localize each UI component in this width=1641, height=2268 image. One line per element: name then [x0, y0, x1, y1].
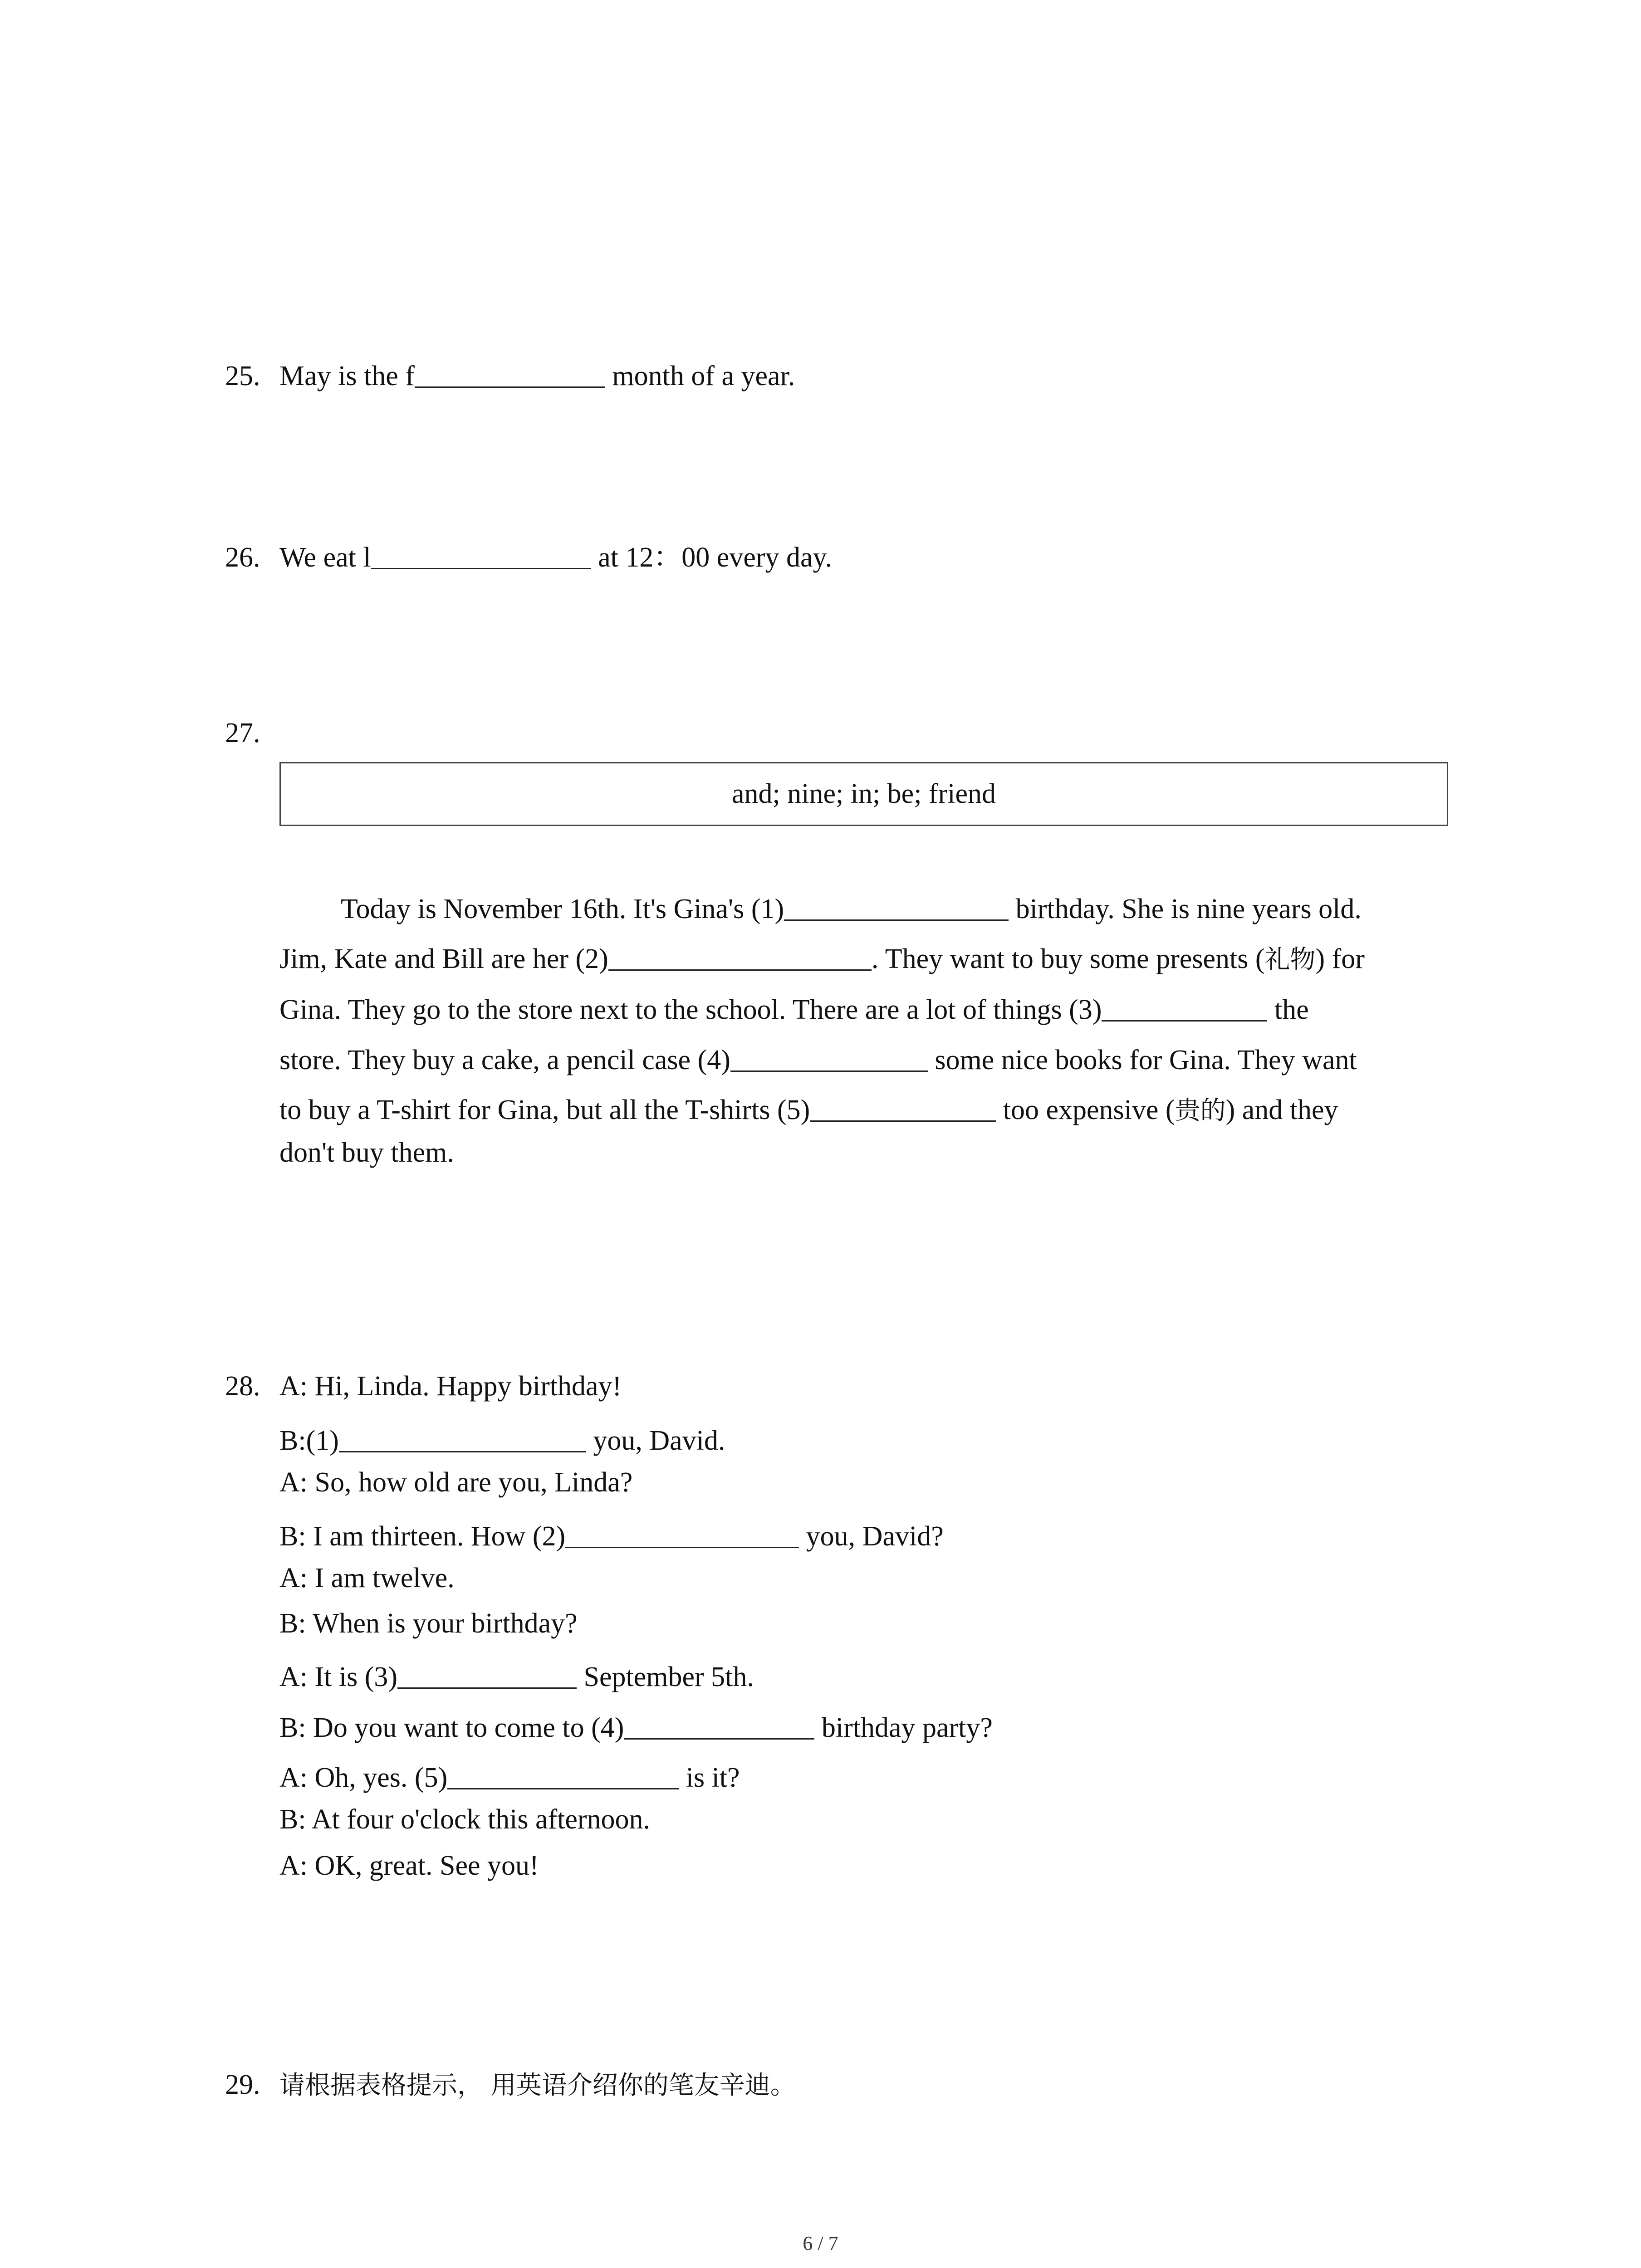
question-27-number [225, 719, 260, 747]
answer-blank[interactable] [1102, 992, 1267, 1022]
question-number: 27. [225, 718, 260, 748]
question-text: 请根据表格提示， 用英语介绍你的笔友辛迪。 [279, 2071, 796, 2100]
answer-blank[interactable] [608, 941, 872, 971]
answer-blank[interactable] [447, 1760, 679, 1789]
question-number: 28. [225, 1371, 260, 1402]
answer-blank[interactable] [371, 540, 591, 569]
answer-blank[interactable] [784, 891, 1009, 921]
dialogue-line: A: OK, great. See you! [279, 1850, 539, 1881]
dialogue-line: A: Hi, Linda. Happy birthday! [279, 1371, 622, 1402]
dialogue-line: A: Oh, yes. (5) is it? [279, 1760, 740, 1792]
dialogue-line: A: It is (3) September 5th. [279, 1659, 754, 1691]
question-text: We eat l [279, 542, 371, 573]
answer-blank[interactable] [810, 1092, 996, 1122]
dialogue-line: B: When is your birthday? [279, 1608, 578, 1639]
dialogue-line: A: So, how old are you, Linda? [279, 1467, 633, 1498]
passage-line: don't buy them. [279, 1137, 454, 1168]
question-text: May is the f [279, 361, 415, 391]
dialogue-line: B: I am thirteen. How (2) you, David? [279, 1519, 944, 1550]
dialogue-line: A: I am twelve. [279, 1563, 455, 1593]
answer-blank[interactable] [397, 1659, 577, 1689]
dialogue-line: B:(1) you, David. [279, 1423, 725, 1455]
passage-line: Today is November 16th. It's Gina's (1) birthday. She is nine years old. [341, 891, 1362, 923]
question-28-number [225, 1372, 260, 1400]
answer-blank[interactable] [339, 1423, 586, 1452]
word-bank: and; nine; in; be; friend [732, 778, 996, 809]
dialogue-line: B: Do you want to come to (4) birthday party? [279, 1710, 993, 1742]
word-bank-box [279, 762, 1448, 826]
dialogue-line: B: At four o'clock this afternoon. [279, 1804, 651, 1835]
question-26 [225, 540, 832, 572]
passage-line: to buy a T-shirt for Gina, but all the T-shirts (5) too expensive (贵的) and they [279, 1092, 1338, 1124]
answer-blank[interactable] [415, 358, 605, 388]
question-number: 29. [225, 2069, 260, 2100]
question-number: 26. [225, 542, 260, 573]
passage-line: Jim, Kate and Bill are her (2) . They want to buy some presents (礼物) for [279, 941, 1365, 973]
passage-line: Gina. They go to the store next to the school. There are a lot of things (3) the [279, 992, 1309, 1024]
passage-line: store. They buy a cake, a pencil case (4) some nice books for Gina. They want [279, 1042, 1357, 1074]
question-number: 25. [225, 361, 260, 391]
question-25 [225, 358, 795, 390]
question-text: at 12：00 every day. [591, 542, 832, 573]
page-number: 6 / 7 [803, 2232, 838, 2254]
question-29 [225, 2071, 796, 2099]
answer-blank[interactable] [730, 1042, 928, 1072]
answer-blank[interactable] [565, 1519, 799, 1548]
answer-blank[interactable] [624, 1710, 814, 1740]
question-text: month of a year. [605, 361, 795, 391]
